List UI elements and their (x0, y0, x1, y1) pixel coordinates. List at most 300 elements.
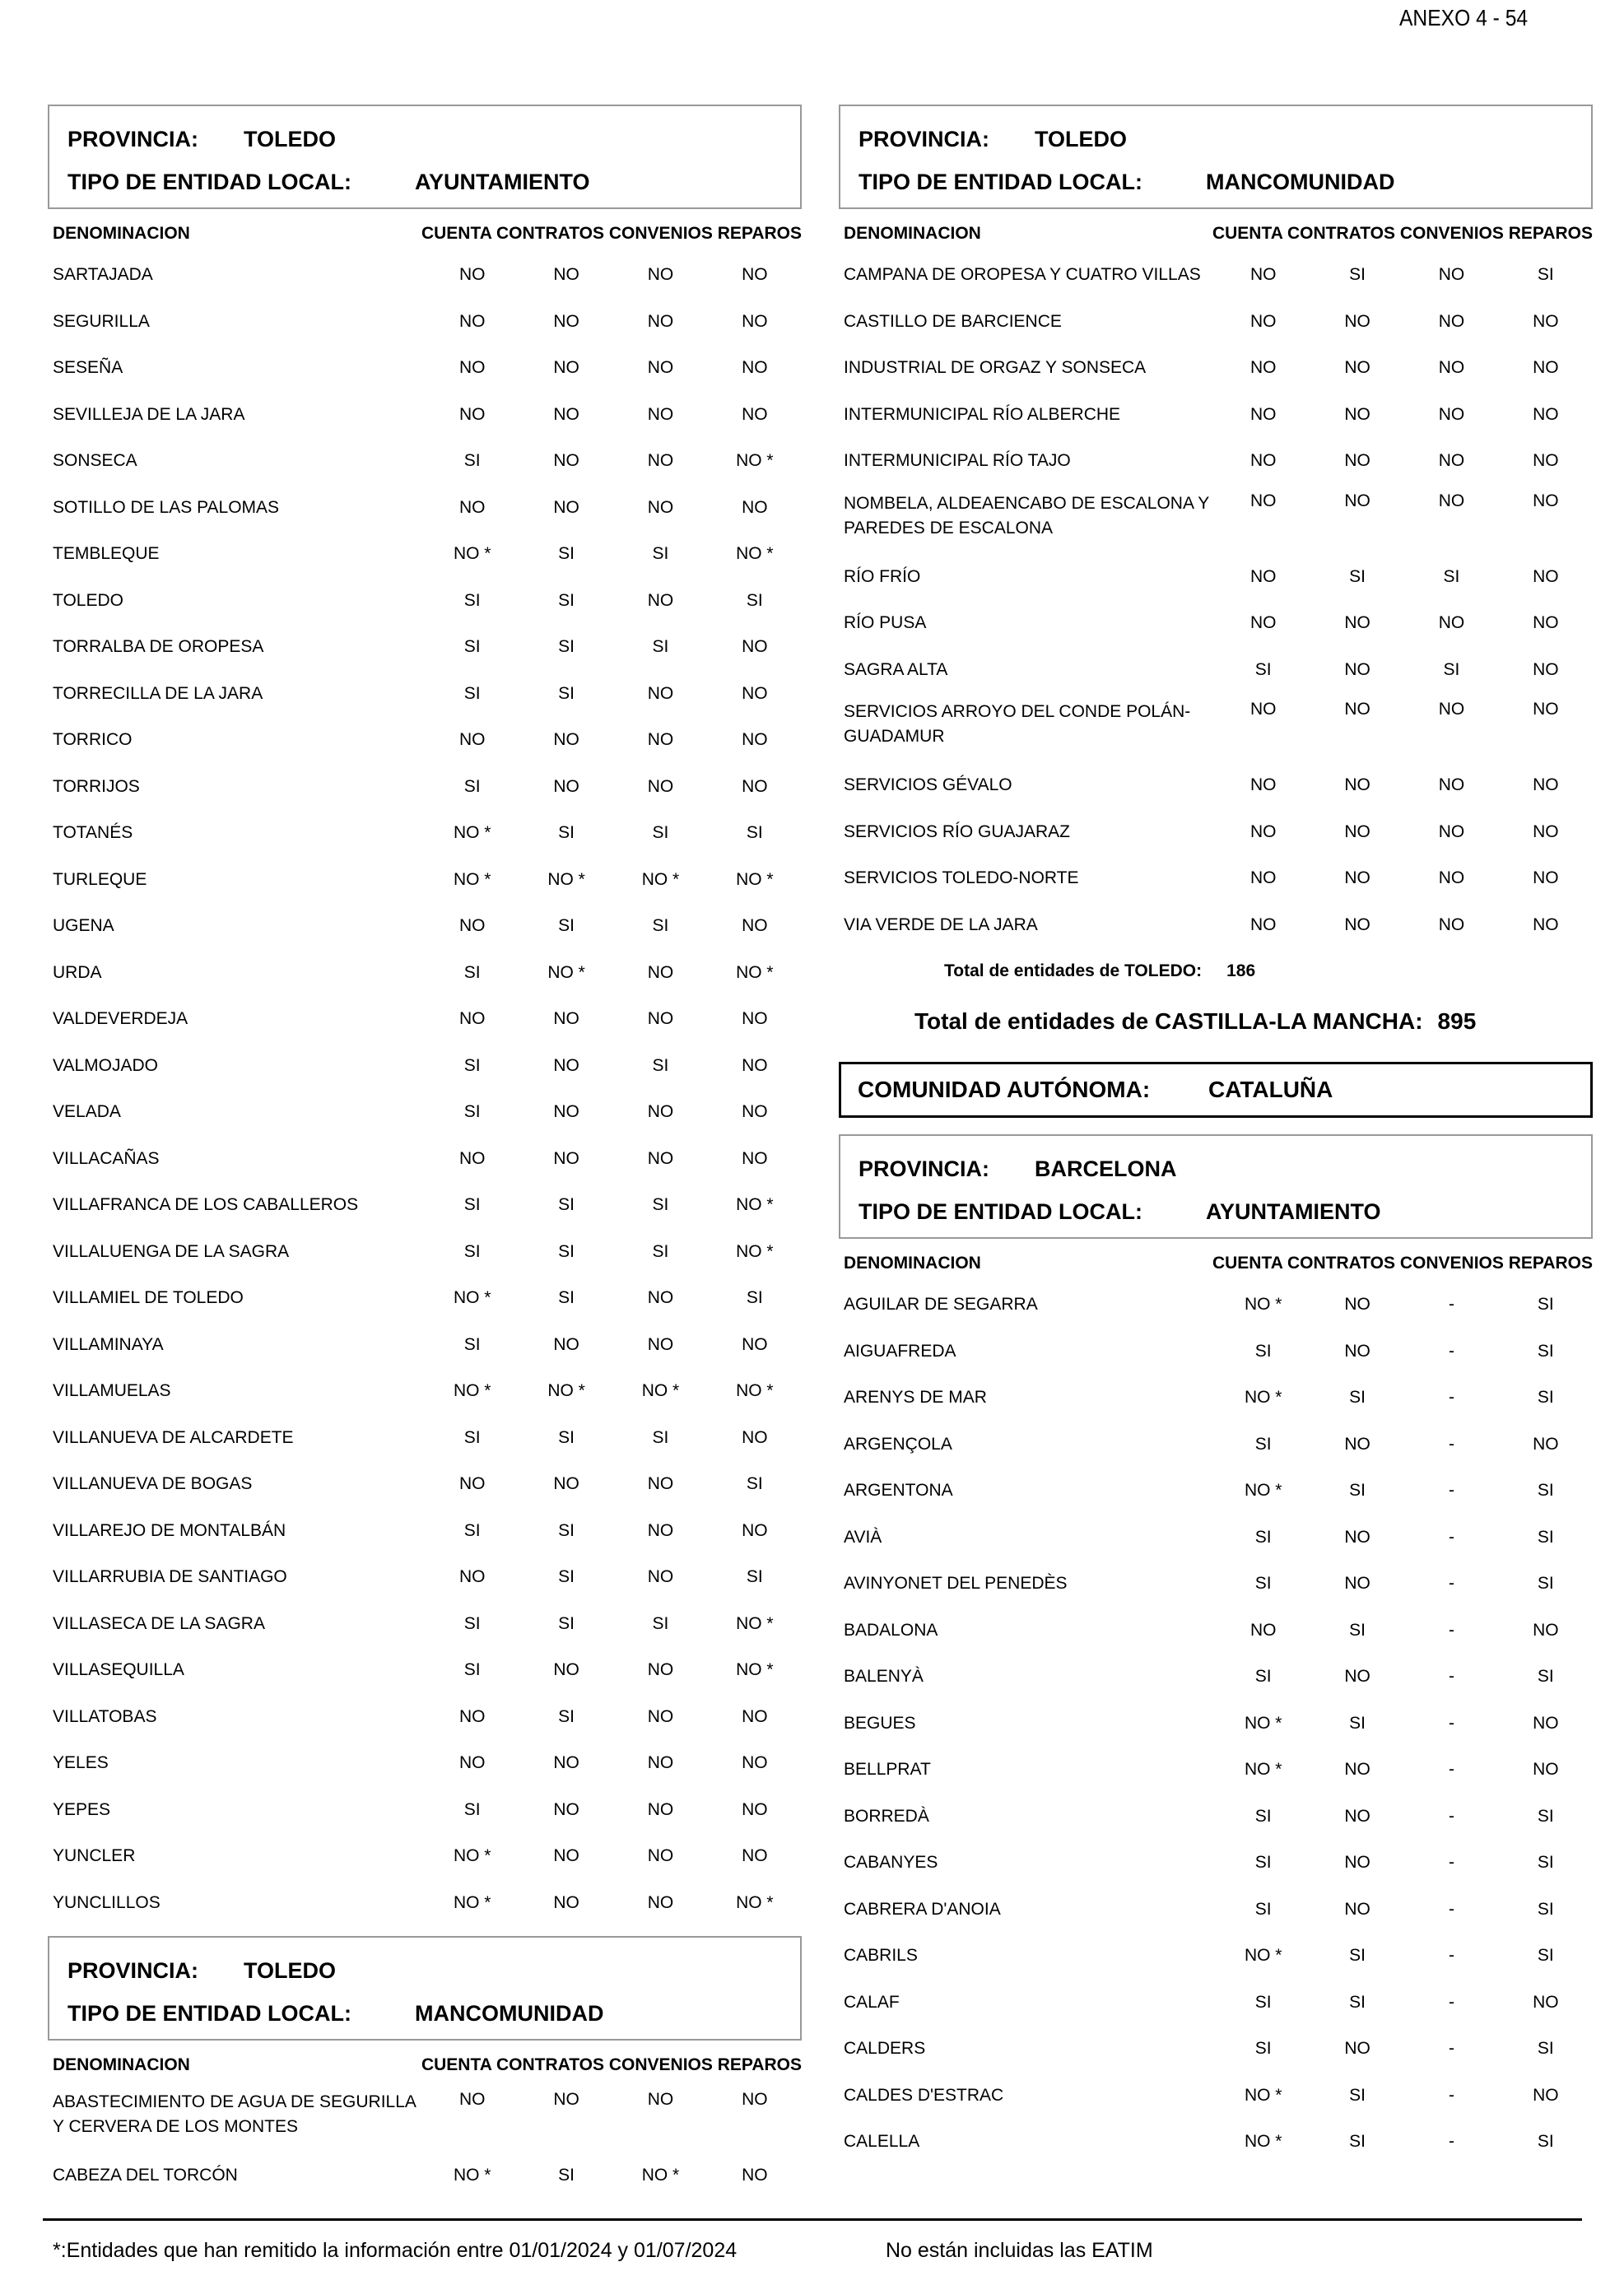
contratos-value: NO (1344, 1527, 1370, 1547)
table-row (48, 1461, 802, 1508)
contratos-value: NO (553, 2090, 579, 2109)
table-row (48, 764, 802, 811)
contratos-value: SI (1349, 1992, 1366, 2012)
table-row (48, 1554, 802, 1601)
entity-type-label: TIPO DE ENTIDAD LOCAL: (859, 1198, 1142, 1224)
convenios-value: NO (1438, 451, 1465, 471)
cuenta-value: NO * (1244, 1760, 1282, 1780)
convenios-value: SI (652, 916, 669, 936)
convenios-value: NO (1438, 868, 1465, 888)
reparos-value: NO (1533, 868, 1559, 888)
annex-page-label: ANEXO 4 - 54 (1399, 5, 1529, 30)
entity-type-label: TIPO DE ENTIDAD LOCAL: (859, 169, 1142, 194)
reparos-value: NO (742, 916, 768, 936)
convenios-value: NO (1438, 404, 1465, 424)
entity-name: RÍO PUSA (844, 613, 927, 633)
cuenta-value: NO (1249, 1620, 1277, 1640)
footer-divider (43, 2218, 1582, 2221)
cuenta-value: NO * (453, 1288, 491, 1308)
entity-table (839, 1282, 1593, 2166)
entity-name: VALMOJADO (53, 1055, 158, 1075)
entity-name: ARGENÇOLA (844, 1434, 952, 1454)
convenios-value: - (1448, 1434, 1454, 1454)
table-row (48, 1601, 802, 1648)
entity-type-label: TIPO DE ENTIDAD LOCAL: (67, 2000, 351, 2026)
reparos-value: NO (742, 1334, 768, 1354)
convenios-value: SI (652, 1613, 669, 1633)
reparos-value: NO (742, 311, 768, 331)
reparos-value: NO (742, 683, 768, 703)
reparos-value: NO (742, 2166, 768, 2185)
cuenta-value: SI (1254, 1527, 1272, 1547)
reparos-value: NO (1533, 1434, 1559, 1454)
cuenta-value: SI (463, 1195, 481, 1215)
entity-name: VILLAMUELAS (53, 1381, 171, 1401)
entity-name: VILLACAÑAS (53, 1148, 160, 1168)
convenios-value: NO (647, 497, 674, 517)
table-row (48, 2083, 802, 2152)
cuenta-value: SI (463, 1102, 481, 1122)
reparos-value: SI (746, 1567, 763, 1587)
column-header-denominacion: DENOMINACION (53, 2055, 190, 2074)
cuenta-value: NO (1249, 491, 1277, 510)
table-row (839, 1840, 1593, 1887)
entity-name: AIGUAFREDA (844, 1341, 956, 1361)
table-row (48, 717, 802, 764)
contratos-value: SI (1349, 1713, 1366, 1733)
entity-name: SERVICIOS ARROYO DEL CONDE POLÁN-GUADAMUR (844, 702, 1191, 746)
table-row (839, 438, 1593, 485)
cuenta-value: NO * (1244, 1388, 1282, 1408)
cuenta-value: NO (458, 1148, 486, 1168)
reparos-value: SI (1537, 1527, 1554, 1547)
table-row (48, 1787, 802, 1834)
reparos-value: NO (1533, 311, 1559, 331)
entity-type-value: AYUNTAMIENTO (415, 169, 590, 194)
cuenta-value: NO (1249, 775, 1277, 795)
table-row (48, 438, 802, 485)
contratos-value: SI (1349, 1620, 1366, 1640)
convenios-value: NO (647, 1148, 674, 1168)
convenios-value: NO (1438, 358, 1465, 378)
reparos-value: SI (746, 823, 763, 843)
convenios-value: NO (647, 1102, 674, 1122)
province-header-box (48, 105, 802, 209)
entity-table (48, 252, 802, 1926)
convenios-value: - (1448, 1620, 1454, 1640)
reparos-value: NO (742, 1706, 768, 1726)
cuenta-value: NO (458, 311, 486, 331)
entity-type-line (859, 1190, 1575, 1233)
entity-name: VILLASECA DE LA SAGRA (53, 1613, 265, 1633)
cuenta-value: NO (1249, 613, 1277, 633)
entity-name: AVIÀ (844, 1527, 882, 1547)
left-column (48, 105, 802, 2199)
cuenta-value: NO (458, 1567, 486, 1587)
cuenta-value: SI (1254, 1806, 1272, 1826)
table-row (48, 1880, 802, 1927)
cuenta-value: NO (1249, 311, 1277, 331)
reparos-value: NO * (736, 1241, 774, 1261)
column-header-denominacion: DENOMINACION (53, 224, 190, 243)
province-line (859, 118, 1575, 161)
contratos-value: SI (558, 916, 575, 936)
convenios-value: NO * (641, 2166, 680, 2185)
cuenta-value: NO (458, 1009, 486, 1029)
entity-type-line (859, 161, 1575, 203)
contratos-value: NO (1344, 914, 1370, 934)
convenios-value: NO (647, 311, 674, 331)
contratos-value: SI (558, 823, 575, 843)
entity-name: BADALONA (844, 1620, 938, 1640)
contratos-value: NO (1344, 775, 1370, 795)
reparos-value: SI (1537, 1388, 1554, 1408)
table-row (839, 1422, 1593, 1468)
convenios-value: NO (1438, 311, 1465, 331)
table-row (48, 485, 802, 532)
entity-name: SERVICIOS RÍO GUAJARAZ (844, 821, 1070, 841)
convenios-value: - (1448, 1667, 1454, 1687)
convenios-value: NO (1438, 700, 1465, 719)
entity-name: ARENYS DE MAR (844, 1388, 987, 1408)
convenios-value: - (1448, 1853, 1454, 1873)
reparos-value: NO * (736, 1660, 774, 1680)
convenios-value: - (1448, 1946, 1454, 1966)
table-row (839, 693, 1593, 762)
cuenta-value: NO * (453, 1892, 491, 1912)
table-row (48, 299, 802, 346)
entity-name: ARGENTONA (844, 1481, 953, 1501)
entity-name: SOTILLO DE LAS PALOMAS (53, 497, 280, 517)
table-row (839, 1515, 1593, 1561)
province-label: PROVINCIA: (67, 126, 199, 151)
entity-name: AGUILAR DE SEGARRA (844, 1295, 1038, 1315)
convenios-value: NO (647, 265, 674, 285)
reparos-value: NO (742, 1009, 768, 1029)
reparos-value: NO * (736, 1892, 774, 1912)
table-row (839, 345, 1593, 392)
reparos-value: NO (1533, 451, 1559, 471)
entity-name: AVINYONET DEL PENEDÈS (844, 1574, 1068, 1594)
reparos-value: NO (1533, 775, 1559, 795)
cuenta-value: SI (463, 1520, 481, 1540)
column-header-denominacion: DENOMINACION (844, 224, 981, 243)
entity-name: VILLALUENGA DE LA SAGRA (53, 1241, 290, 1261)
convenios-value: NO * (641, 1381, 680, 1401)
reparos-value: SI (746, 1288, 763, 1308)
convenios-value: SI (652, 1195, 669, 1215)
entity-name: CALDERS (844, 2039, 926, 2059)
contratos-value: NO (1344, 868, 1370, 888)
entity-name: VILLAREJO DE MONTALBÁN (53, 1520, 286, 1540)
table-row (48, 2152, 802, 2199)
convenios-value: - (1448, 2132, 1454, 2152)
contratos-value: SI (558, 1195, 575, 1215)
table-row (839, 299, 1593, 346)
table-row (48, 1833, 802, 1880)
contratos-value: NO (553, 497, 579, 517)
entity-name: VILLATOBAS (53, 1706, 157, 1726)
reparos-value: SI (746, 1474, 763, 1494)
contratos-value: SI (558, 1706, 575, 1726)
reparos-value: NO (742, 1753, 768, 1773)
convenios-value: NO (647, 1892, 674, 1912)
cuenta-value: NO (1249, 700, 1277, 719)
table-row (48, 1182, 802, 1229)
reparos-value: NO (1533, 659, 1559, 679)
table-row (48, 1415, 802, 1462)
entity-name: BALENYÀ (844, 1667, 924, 1687)
table-row (839, 762, 1593, 809)
table-row (48, 392, 802, 439)
reparos-value: NO (742, 1148, 768, 1168)
contratos-value: NO (1344, 1806, 1370, 1826)
convenios-value: - (1448, 2085, 1454, 2105)
reparos-value: NO (742, 1055, 768, 1075)
reparos-value: SI (1537, 2039, 1554, 2059)
cuenta-value: NO (1249, 914, 1277, 934)
convenios-value: NO (1438, 914, 1465, 934)
contratos-value: SI (558, 544, 575, 564)
table-row (839, 2073, 1593, 2120)
entity-type-label: TIPO DE ENTIDAD LOCAL: (67, 169, 351, 194)
contratos-value: SI (1349, 1946, 1366, 1966)
cuenta-value: NO * (1244, 1295, 1282, 1315)
table-header (48, 216, 802, 252)
cuenta-value: SI (463, 451, 481, 471)
cuenta-value: NO * (1244, 1481, 1282, 1501)
contratos-value: SI (1349, 566, 1366, 586)
convenios-value: - (1448, 1574, 1454, 1594)
reparos-value: SI (1537, 1341, 1554, 1361)
cuenta-value: NO (1249, 404, 1277, 424)
province-line (859, 1147, 1575, 1190)
convenios-value: NO (647, 1846, 674, 1866)
contratos-value: NO (553, 311, 579, 331)
table-row (48, 1647, 802, 1694)
contratos-value: NO * (547, 1381, 585, 1401)
contratos-value: NO (1344, 1760, 1370, 1780)
reparos-value: NO * (736, 544, 774, 564)
table-row (839, 1747, 1593, 1794)
convenios-value: NO (1438, 821, 1465, 841)
entity-name: SESEÑA (53, 358, 123, 378)
table-row (839, 554, 1593, 601)
column-headers-values: CUENTA CONTRATOS CONVENIOS REPAROS (1212, 224, 1593, 243)
contratos-value: NO (1344, 311, 1370, 331)
entity-name: TORRICO (53, 730, 133, 750)
cuenta-value: NO (458, 1753, 486, 1773)
entity-type-line (67, 1992, 784, 2035)
contratos-value: SI (558, 590, 575, 610)
table-row (48, 531, 802, 578)
table-row (839, 1282, 1593, 1329)
entity-name: TOTANÉS (53, 823, 133, 843)
entity-name: TORRECILLA DE LA JARA (53, 683, 263, 703)
convenios-value: NO (647, 358, 674, 378)
convenios-value: - (1448, 1992, 1454, 2012)
table-row (839, 1329, 1593, 1375)
table-row (839, 2119, 1593, 2166)
convenios-value: - (1448, 2039, 1454, 2059)
reparos-value: NO (1533, 914, 1559, 934)
contratos-value: NO (1344, 1853, 1370, 1873)
entity-name: SARTAJADA (53, 265, 153, 285)
contratos-value: NO (553, 1660, 579, 1680)
province-label: PROVINCIA: (859, 1156, 990, 1181)
footer-exclusion-note: No están incluidas las EATIM (886, 2239, 1153, 2262)
table-header (839, 1245, 1593, 1282)
reparos-value: SI (1537, 1899, 1554, 1919)
table-row (839, 809, 1593, 856)
table-row (48, 1043, 802, 1090)
table-row (48, 578, 802, 625)
cuenta-value: SI (1254, 1574, 1272, 1594)
contratos-value: SI (558, 1567, 575, 1587)
entity-table (48, 2083, 802, 2199)
convenios-value: NO (647, 451, 674, 471)
table-row (839, 1468, 1593, 1515)
cuenta-value: NO (458, 2090, 486, 2109)
reparos-value: NO (1533, 2085, 1559, 2105)
reparos-value: NO (1533, 821, 1559, 841)
reparos-value: NO * (736, 1195, 774, 1215)
cuenta-value: NO (458, 916, 486, 936)
cuenta-value: SI (463, 1334, 481, 1354)
contratos-value: NO (1344, 613, 1370, 633)
contratos-value: NO (553, 1753, 579, 1773)
cuenta-value: NO * (453, 544, 491, 564)
entity-name: VILLAMIEL DE TOLEDO (53, 1288, 244, 1308)
contratos-value: NO (1344, 1341, 1370, 1361)
reparos-value: NO (1533, 1760, 1559, 1780)
convenios-value: NO (647, 730, 674, 750)
convenios-value: NO (647, 1660, 674, 1680)
entity-name: VILLANUEVA DE ALCARDETE (53, 1427, 294, 1447)
table-row (839, 1794, 1593, 1841)
table-row (48, 1740, 802, 1787)
reparos-value: NO (742, 1427, 768, 1447)
cuenta-value: SI (463, 637, 481, 657)
reparos-value: NO (1533, 404, 1559, 424)
cuenta-value: SI (463, 1055, 481, 1075)
table-row (48, 903, 802, 950)
province-label: PROVINCIA: (67, 1957, 199, 1983)
entity-name: CAMPANA DE OROPESA Y CUATRO VILLAS (844, 265, 1201, 285)
table-row (48, 345, 802, 392)
table-row (839, 392, 1593, 439)
reparos-value: SI (1537, 1481, 1554, 1501)
contratos-value: NO (553, 1148, 579, 1168)
contratos-value: NO (553, 358, 579, 378)
table-row (839, 600, 1593, 647)
table-row (48, 624, 802, 671)
cuenta-value: NO (458, 404, 486, 424)
cuenta-value: SI (463, 1427, 481, 1447)
contratos-value: SI (1349, 2085, 1366, 2105)
contratos-value: NO (1344, 1574, 1370, 1594)
right-column (839, 105, 1593, 2166)
entity-name: TURLEQUE (53, 869, 147, 889)
entity-name: CALAF (844, 1992, 900, 2012)
cuenta-value: SI (1254, 1434, 1272, 1454)
cuenta-value: SI (463, 590, 481, 610)
contratos-value: SI (1349, 1481, 1366, 1501)
cuenta-value: NO * (453, 869, 491, 889)
cuenta-value: NO (1249, 868, 1277, 888)
entity-name: CASTILLO DE BARCIENCE (844, 311, 1062, 331)
table-row (48, 1275, 802, 1322)
reparos-value: NO (742, 1102, 768, 1122)
province-label: PROVINCIA: (859, 126, 990, 151)
table-row (839, 1608, 1593, 1654)
entity-name: SERVICIOS GÉVALO (844, 775, 1012, 795)
table-row (839, 1654, 1593, 1701)
entity-name: TORRIJOS (53, 776, 140, 796)
convenios-value: NO * (641, 869, 680, 889)
reparos-value: NO * (736, 962, 774, 982)
cuenta-value: SI (1254, 659, 1272, 679)
cuenta-value: NO * (453, 1381, 491, 1401)
contratos-value: SI (558, 1520, 575, 1540)
convenios-value: NO (647, 1799, 674, 1819)
table-header (48, 2047, 802, 2083)
contratos-value: NO (1344, 659, 1370, 679)
contratos-value: NO (1344, 1434, 1370, 1454)
contratos-value: NO (1344, 1899, 1370, 1919)
entity-name: SAGRA ALTA (844, 659, 948, 679)
convenios-value: NO (647, 1288, 674, 1308)
reparos-value: NO * (736, 869, 774, 889)
contratos-value: NO (553, 1846, 579, 1866)
entity-name: ABASTECIMIENTO DE AGUA DE SEGURILLA Y CERVERA DE LOS MONTES (53, 2092, 416, 2136)
contratos-value: NO (553, 404, 579, 424)
convenios-value: NO (1438, 613, 1465, 633)
contratos-value: NO * (547, 869, 585, 889)
table-row (839, 252, 1593, 299)
reparos-value: NO (1533, 700, 1559, 719)
reparos-value: SI (1537, 1806, 1554, 1826)
cuenta-value: SI (463, 1660, 481, 1680)
province-total-label: Total de entidades de TOLEDO: (944, 961, 1203, 980)
reparos-value: NO * (736, 1613, 774, 1633)
convenios-value: SI (652, 1055, 669, 1075)
table-row (839, 485, 1593, 554)
entity-name: VALDEVERDEJA (53, 1009, 188, 1029)
entity-name: UGENA (53, 916, 114, 936)
table-row (48, 252, 802, 299)
reparos-value: NO * (736, 1381, 774, 1401)
cuenta-value: NO * (1244, 1946, 1282, 1966)
reparos-value: NO * (736, 451, 774, 471)
convenios-value: SI (652, 823, 669, 843)
reparos-value: SI (746, 590, 763, 610)
entity-name: VILLANUEVA DE BOGAS (53, 1474, 253, 1494)
reparos-value: NO (742, 637, 768, 657)
contratos-value: NO (1344, 358, 1370, 378)
table-row (48, 1229, 802, 1276)
entity-type-line (67, 161, 784, 203)
contratos-value: SI (1349, 2132, 1366, 2152)
convenios-value: NO (647, 683, 674, 703)
reparos-value: NO (742, 730, 768, 750)
table-header (839, 216, 1593, 252)
reparos-value: NO (742, 1520, 768, 1540)
community-total-label: Total de entidades de CASTILLA-LA MANCHA: (914, 1008, 1423, 1034)
reparos-value: NO (742, 1799, 768, 1819)
contratos-value: NO * (547, 962, 585, 982)
convenios-value: NO (647, 1520, 674, 1540)
